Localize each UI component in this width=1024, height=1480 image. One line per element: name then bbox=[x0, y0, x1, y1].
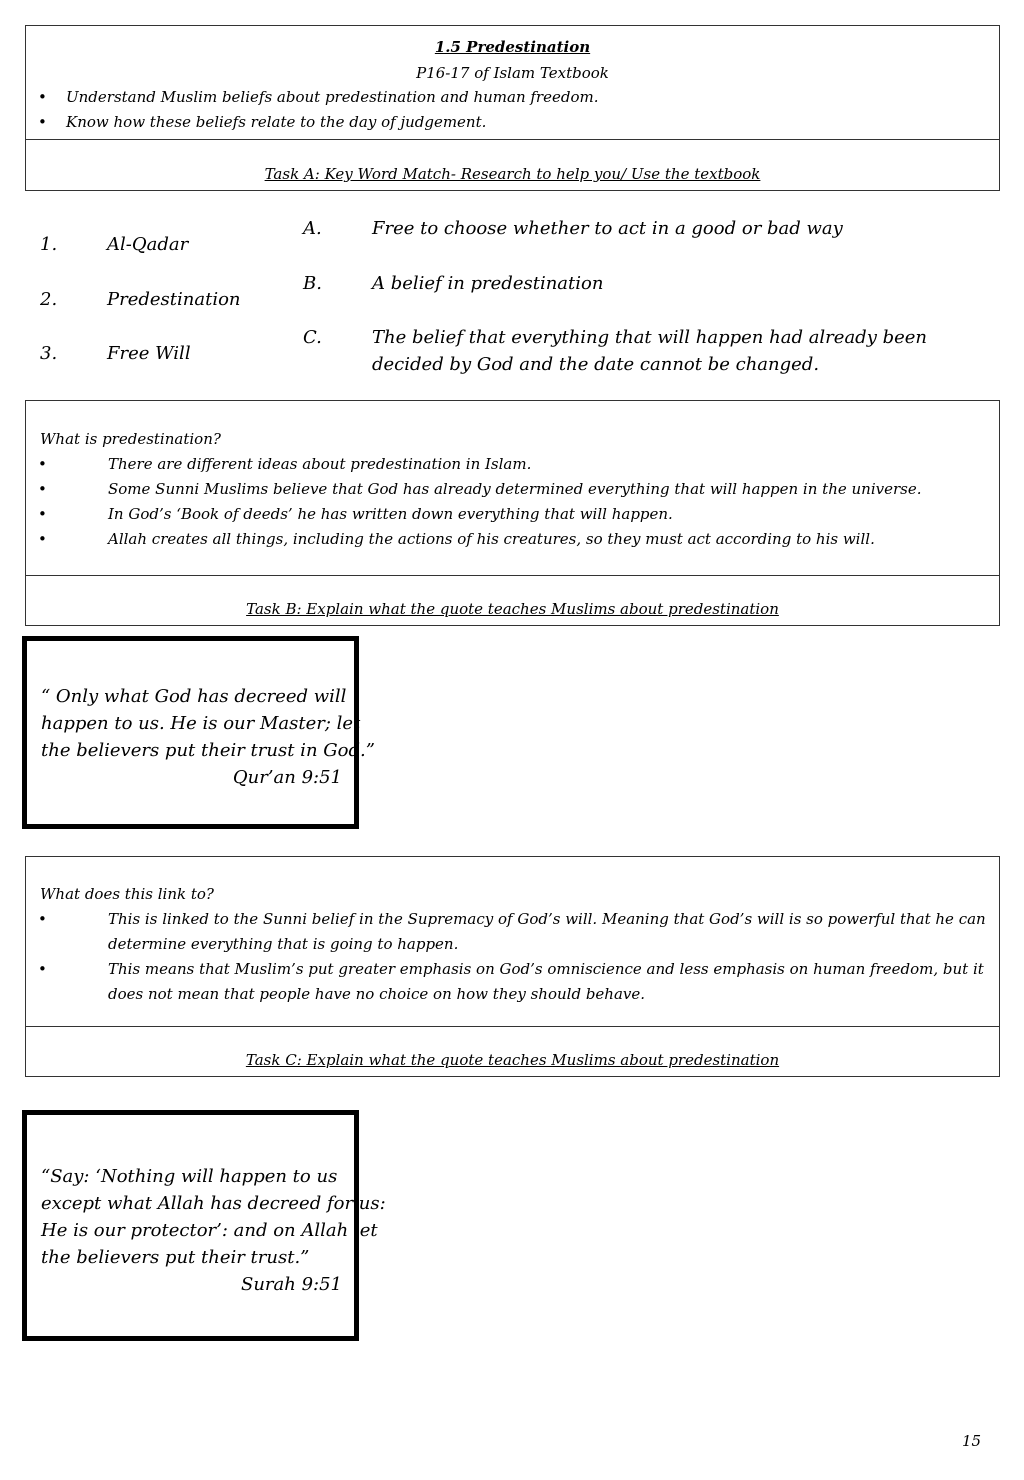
term-number-2: 2. bbox=[40, 289, 58, 310]
page-title: 1.5 Predestination bbox=[434, 38, 591, 56]
bullet-icon: • bbox=[38, 530, 47, 548]
link-bullet-2: This means that Muslim’s put greater emphasis on God’s omniscience and less emphasis on human freedom, but it does not mean that people have no choice on how they should behave. bbox=[108, 960, 984, 1003]
quote-2-line-4: the believers put their trust.” bbox=[41, 1247, 310, 1268]
quote-1-line-2: happen to us. He is our Master; let bbox=[41, 713, 361, 734]
quote-2-reference: Surah 9:51 bbox=[241, 1274, 342, 1295]
quote-2-line-1: “Say: ‘Nothing will happen to us bbox=[41, 1166, 338, 1187]
task-a-heading: Task A: Key Word Match- Research to help you/ Use the textbook bbox=[264, 165, 761, 183]
term-predestination: Predestination bbox=[107, 289, 241, 310]
task-b-heading: Task B: Explain what the quote teaches Muslims about predestination bbox=[246, 600, 779, 618]
quote-1-line-3: the believers put their trust in God.” bbox=[41, 740, 375, 761]
quote-2-line-3: He is our protector’: and on Allah let bbox=[41, 1220, 378, 1241]
definition-letter-b: B. bbox=[303, 273, 322, 294]
info-bullet-1: There are different ideas about predestination in Islam. bbox=[108, 455, 532, 473]
task-a-box bbox=[25, 139, 1000, 191]
definition-b: A belief in predestination bbox=[372, 273, 604, 294]
link-info-box bbox=[25, 856, 1000, 1027]
quote-1-line-1: “ Only what God has decreed will bbox=[41, 686, 347, 707]
task-c-box bbox=[25, 1026, 1000, 1077]
task-c-heading: Task C: Explain what the quote teaches Muslims about predestination bbox=[245, 1051, 780, 1069]
page-number: 15 bbox=[962, 1432, 982, 1450]
term-number-1: 1. bbox=[40, 234, 58, 255]
link-bullet-1: This is linked to the Sunni belief in the Supremacy of God’s will. Meaning that God’s will is so powerful that he can determine everything that is going to happen. bbox=[108, 910, 986, 953]
header-box bbox=[25, 25, 1000, 140]
bullet-icon: • bbox=[38, 505, 47, 523]
textbook-reference: P16-17 of Islam Textbook bbox=[416, 64, 609, 82]
section-question: What is predestination? bbox=[40, 430, 221, 448]
term-al-qadar: Al-Qadar bbox=[107, 234, 189, 255]
bullet-icon: • bbox=[38, 960, 47, 978]
objective-2: Know how these beliefs relate to the day of judgement. bbox=[66, 113, 487, 131]
definition-a: Free to choose whether to act in a good or bad way bbox=[372, 218, 843, 239]
bullet-icon: • bbox=[38, 910, 47, 928]
term-free-will: Free Will bbox=[107, 343, 191, 364]
quote-box-1 bbox=[22, 636, 375, 829]
info-bullet-3: In God’s ‘Book of deeds’ he has written down everything that will happen. bbox=[108, 505, 673, 523]
quote-2-line-2: except what Allah has decreed for us: bbox=[41, 1193, 386, 1214]
info-bullet-4: Allah creates all things, including the actions of his creatures, so they must act according to his will. bbox=[108, 530, 875, 548]
section-question: What does this link to? bbox=[40, 885, 214, 903]
term-number-3: 3. bbox=[40, 343, 58, 364]
definition-letter-c: C. bbox=[303, 327, 322, 348]
bullet-icon: • bbox=[38, 480, 47, 498]
quote-1-reference: Qur’an 9:51 bbox=[232, 767, 342, 788]
info-bullet-2: Some Sunni Muslims believe that God has already determined everything that will happen in the universe. bbox=[108, 480, 922, 498]
definition-c: The belief that everything that will happen had already been decided by God and the date cannot be changed. bbox=[372, 327, 928, 375]
definition-letter-a: A. bbox=[303, 218, 322, 239]
task-b-box bbox=[25, 575, 1000, 626]
bullet-icon: • bbox=[38, 113, 47, 131]
predestination-info-box bbox=[25, 400, 1000, 576]
quote-box-2 bbox=[22, 1110, 386, 1341]
bullet-icon: • bbox=[38, 455, 47, 473]
bullet-icon: • bbox=[38, 88, 47, 106]
objective-1: Understand Muslim beliefs about predestination and human freedom. bbox=[66, 88, 599, 106]
